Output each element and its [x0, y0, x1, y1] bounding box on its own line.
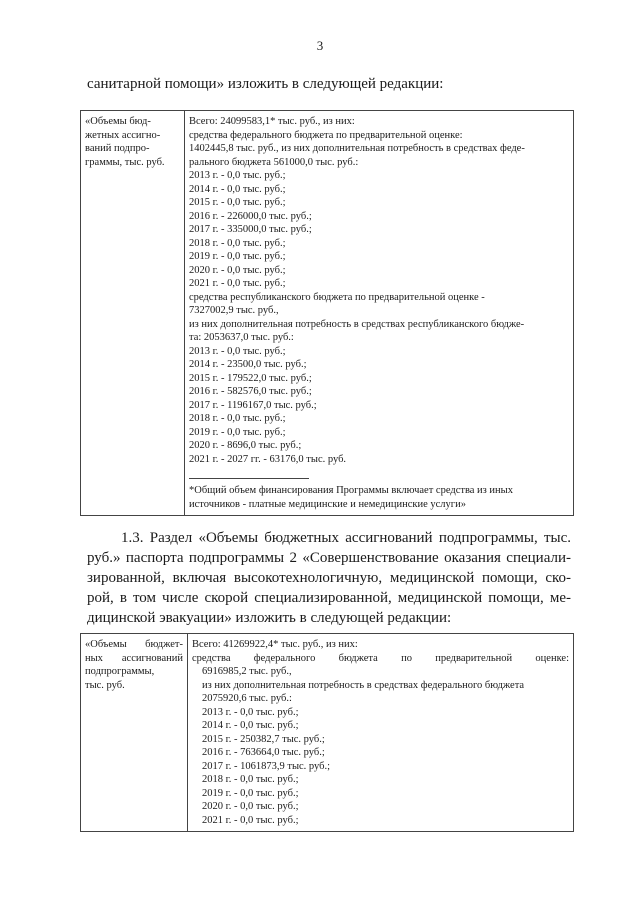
- table1-content-line: 2021 г. - 2027 гг. - 63176,0 тыс. руб.: [189, 453, 347, 465]
- table2-content-line: средства федерального бюджета по предварительной оценке:: [192, 652, 569, 664]
- table1-content-line: 2019 г. - 0,0 тыс. руб.;: [189, 426, 286, 438]
- table1-label-line: жетных ассигно-: [85, 129, 161, 141]
- table1-content-line: 2016 г. - 226000,0 тыс. руб.;: [189, 210, 312, 222]
- table1-content-line: средства республиканского бюджета по предварительной оценке -: [189, 291, 485, 303]
- table2-content-line: 2018 г. - 0,0 тыс. руб.;: [202, 774, 299, 785]
- table1-content-line: 2017 г. - 1196167,0 тыс. руб.;: [189, 399, 317, 411]
- paragraph-line: 1.3. Раздел «Объемы бюджетных ассигнований подпрограммы, тыс.: [121, 530, 571, 546]
- table2-content-line: 2019 г. - 0,0 тыс. руб.;: [202, 787, 299, 799]
- table1-content-line: Всего: 24099583,1* тыс. руб., из них:: [189, 116, 355, 127]
- table1-content-line: та: 2053637,0 тыс. руб.:: [189, 332, 294, 343]
- intro-text: санитарной помощи» изложить в следующей редакции:: [87, 76, 444, 92]
- table1-content-line: 2014 г. - 0,0 тыс. руб.;: [189, 183, 286, 195]
- table1-content-line: рального бюджета 561000,0 тыс. руб.:: [189, 156, 359, 168]
- table1-content-line: из них дополнительная потребность в средствах республиканского бюдже-: [189, 318, 525, 330]
- table1-content-line: 2016 г. - 582576,0 тыс. руб.;: [189, 386, 312, 397]
- table1-footnote-line: источников - платные медицинские и немедицинские услуги»: [189, 498, 466, 510]
- table2-content-line: 2021 г. - 0,0 тыс. руб.;: [202, 814, 299, 826]
- table1-content-cell: [185, 111, 574, 516]
- table1-content-line: 2020 г. - 0,0 тыс. руб.;: [189, 264, 286, 276]
- table1-content-line: 2018 г. - 0,0 тыс. руб.;: [189, 413, 286, 424]
- budget-table-2: [80, 633, 574, 832]
- table1-label-line: «Объемы бюд-: [85, 116, 151, 127]
- table1-content-line: 2015 г. - 179522,0 тыс. руб.;: [189, 372, 312, 384]
- table1-content-line: 7327002,9 тыс. руб.,: [189, 305, 279, 316]
- budget-table-1: [80, 110, 574, 516]
- table2-content-line: из них дополнительная потребность в средствах федерального бюджета: [202, 679, 525, 691]
- table2-content-line: 2015 г. - 250382,7 тыс. руб.;: [202, 733, 325, 745]
- table2-content-line: 2014 г. - 0,0 тыс. руб.;: [202, 720, 299, 731]
- table1-content-line: 2019 г. - 0,0 тыс. руб.;: [189, 251, 286, 262]
- table2-label-line: «Объемы бюджет-: [85, 639, 183, 650]
- table2-content-line: 2013 г. - 0,0 тыс. руб.;: [202, 706, 299, 718]
- table1-content-line: 2020 г. - 8696,0 тыс. руб.;: [189, 440, 302, 451]
- table1-content-line: средства федерального бюджета по предварительной оценке:: [189, 129, 463, 141]
- table1-content-line: 2017 г. - 335000,0 тыс. руб.;: [189, 224, 312, 235]
- table2-content-cell: [188, 634, 574, 832]
- table1-content-line: 2021 г. - 0,0 тыс. руб.;: [189, 278, 286, 289]
- table1-content-line: 2013 г. - 0,0 тыс. руб.;: [189, 170, 286, 181]
- table2-content-line: 2075920,6 тыс. руб.:: [202, 693, 292, 704]
- table2-content-line: 2016 г. - 763664,0 тыс. руб.;: [202, 747, 325, 758]
- table2-label-line: подпрограммы,: [85, 666, 155, 677]
- paragraph-line: дицинской эвакуации» изложить в следующей редакции:: [87, 610, 452, 626]
- table1-label-cell: [81, 111, 185, 516]
- table2-label-cell: [81, 634, 188, 832]
- table1-content-line: 2013 г. - 0,0 тыс. руб.;: [189, 345, 286, 357]
- table1-label-line: ваний подпро-: [85, 143, 150, 154]
- table1-content-line: 2014 г. - 23500,0 тыс. руб.;: [189, 359, 307, 370]
- table2-content-line: Всего: 41269922,4* тыс. руб., из них:: [192, 639, 358, 650]
- table1-footnote-line: *Общий объем финансирования Программы включает средства из иных: [189, 485, 513, 496]
- footnote-divider: [189, 478, 309, 479]
- table2-content-line: 2020 г. - 0,0 тыс. руб.;: [202, 801, 299, 812]
- table2-label-line: тыс. руб.: [85, 679, 125, 691]
- table1-label-line: граммы, тыс. руб.: [85, 156, 165, 168]
- paragraph-line: зированной, включая высокотехнологичную, медицинской помощи, ско-: [87, 570, 571, 586]
- paragraph-line: руб.» паспорта подпрограммы 2 «Совершенствование оказания специали-: [87, 550, 571, 566]
- paragraph-line: рой, в том числе скорой специализированной, медицинской помощи, ме-: [87, 590, 571, 606]
- table2-content-line: 2017 г. - 1061873,9 тыс. руб.;: [202, 760, 331, 772]
- table2-content-line: 6916985,2 тыс. руб.,: [202, 666, 292, 677]
- page-number: 3: [316, 38, 324, 53]
- table1-content-line: 2015 г. - 0,0 тыс. руб.;: [189, 197, 286, 208]
- table2-label-line: ных ассигнований: [85, 652, 183, 664]
- table1-content-line: 2018 г. - 0,0 тыс. руб.;: [189, 237, 286, 249]
- section-1-3-paragraph: [87, 528, 571, 628]
- table1-content-line: 1402445,8 тыс. руб., из них дополнительная потребность в средствах феде-: [189, 143, 525, 154]
